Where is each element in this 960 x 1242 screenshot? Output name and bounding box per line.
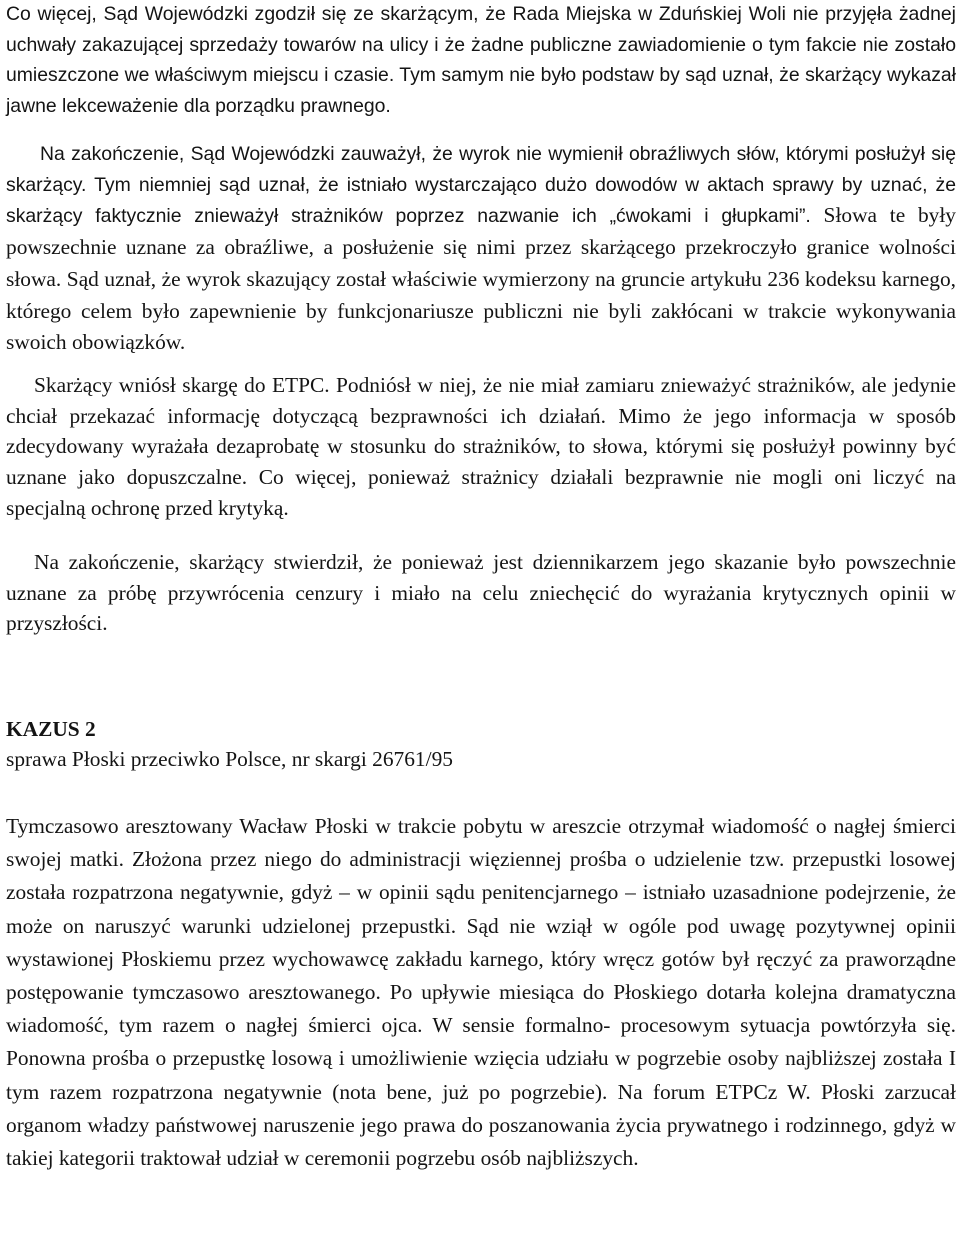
paragraph-continuation-1: Co więcej, Sąd Wojewódzki zgodził się ze skarżącym, że Rada Miejska w Zduńskiej Woli nie przyjęła żadnej uchwały zakazującej sprzedaży towarów na ulicy i że żadne publiczne zawiadomienie o tym fakcie nie zostało umieszczone we właściwym miejscu i czasie. Tym samym nie było podstaw by sąd uznał, że skarżący wykazał jawne lekceważenie dla porządku prawnego. — [6, 3, 956, 118]
paragraph-continuation-2 — [6, 139, 956, 359]
paragraph-conclusion: Na zakończenie, skarżący stwierdził, że ponieważ jest dziennikarzem jego skazanie było powszechnie uznane za próbę przywrócenia cenzury i miało na celu zniechęcić do wyrażania krytycznych opinii w przyszłości. — [6, 550, 956, 636]
case-heading: KAZUS 2 — [6, 717, 96, 741]
paragraph-complaint: Skarżący wniósł skargę do ETPC. Podniósł w niej, że nie miał zamiaru znieważyć strażników, ale jedynie chciał przekazać informację dotyczącą bezprawności ich działań. Mimo że jego informacja w sposób zdecydowany wyrażała dezaprobatę w stosunku do strażników, to słowa, którymi się posłużył powinny być uznane jako dopuszczalne. Co więcej, ponieważ strażnicy działali bezprawnie nie mogli oni liczyć na specjalną ochronę przed krytyką. — [6, 373, 956, 520]
case-2-section — [6, 714, 956, 774]
paragraph-2-part-c: Sąd uznał, że wyrok skazujący został właściwie wymierzony na gruncie artykułu 236 kodeksu karnego, którego celem było zapewnienie by funkcjonariusze publiczni nie byli zakłócani w trakcie wykonywania swoich obowiązków. — [6, 266, 956, 355]
case-2-body: Tymczasowo aresztowany Wacław Płoski w trakcie pobytu w areszcie otrzymał wiadomość o nagłej śmierci swojej matki. Złożona przez niego do administracji więziennej prośba o udzielenie tzw. przepustki losowej została rozpatrzona negatywnie, gdyż – w opinii sądu penitencjarnego – istniało uzasadnione podejrzenie, że może on naruszyć warunki udzielonej przepustki. Sąd nie wziął w ogóle pod uwagę pozytywnej opinii wystawionej Płoskiemu przez wychowawcę zakładu karnego, który wręcz gotów był ręczyć za praworządne postępowanie tymczasowo aresztowanego. Po upływie miesiąca do Płoskiego dotarła kolejna dramatyczna wiadomość, tym razem o nagłej śmierci ojca. W sensie formalno- procesowym sytuacja powtórzyła się. Ponowna prośba o przepustkę losową i umożliwienie wzięcia udziału w pogrzebie osoby najbliższej została I tym razem rozpatrzona negatywnie (nota bene, już po pogrzebie). Na forum ETPCz W. Płoski zarzucał organom władzy państwowej naruszenie jego prawa do poszanowania życia prywatnego i rodzinnego, gdyż w takiej kategorii traktował udział w ceremonii pogrzebu osób najbliższych. — [6, 814, 956, 1171]
case-subheading: sprawa Płoski przeciwko Polsce, nr skargi 26761/95 — [6, 747, 453, 771]
paragraph-2-part-b: Słowa te były powszechnie uznane za obraźliwe, a posłużenie się nimi przez skarżącego przekroczyło granice wolności słowa. — [6, 203, 956, 291]
paragraph-2-part-a: Na zakończenie, Sąd Wojewódzki zauważył, że wyrok nie wymienił obraźliwych słów, którymi posłużył się skarżący. Tym niemniej sąd uznał, że istniało wystarczająco dużo dowodów w aktach sprawy by uznać, że skarżący faktycznie znieważył strażników poprzez nazwanie ich „ćwokami i głupkami”. — [6, 143, 956, 228]
